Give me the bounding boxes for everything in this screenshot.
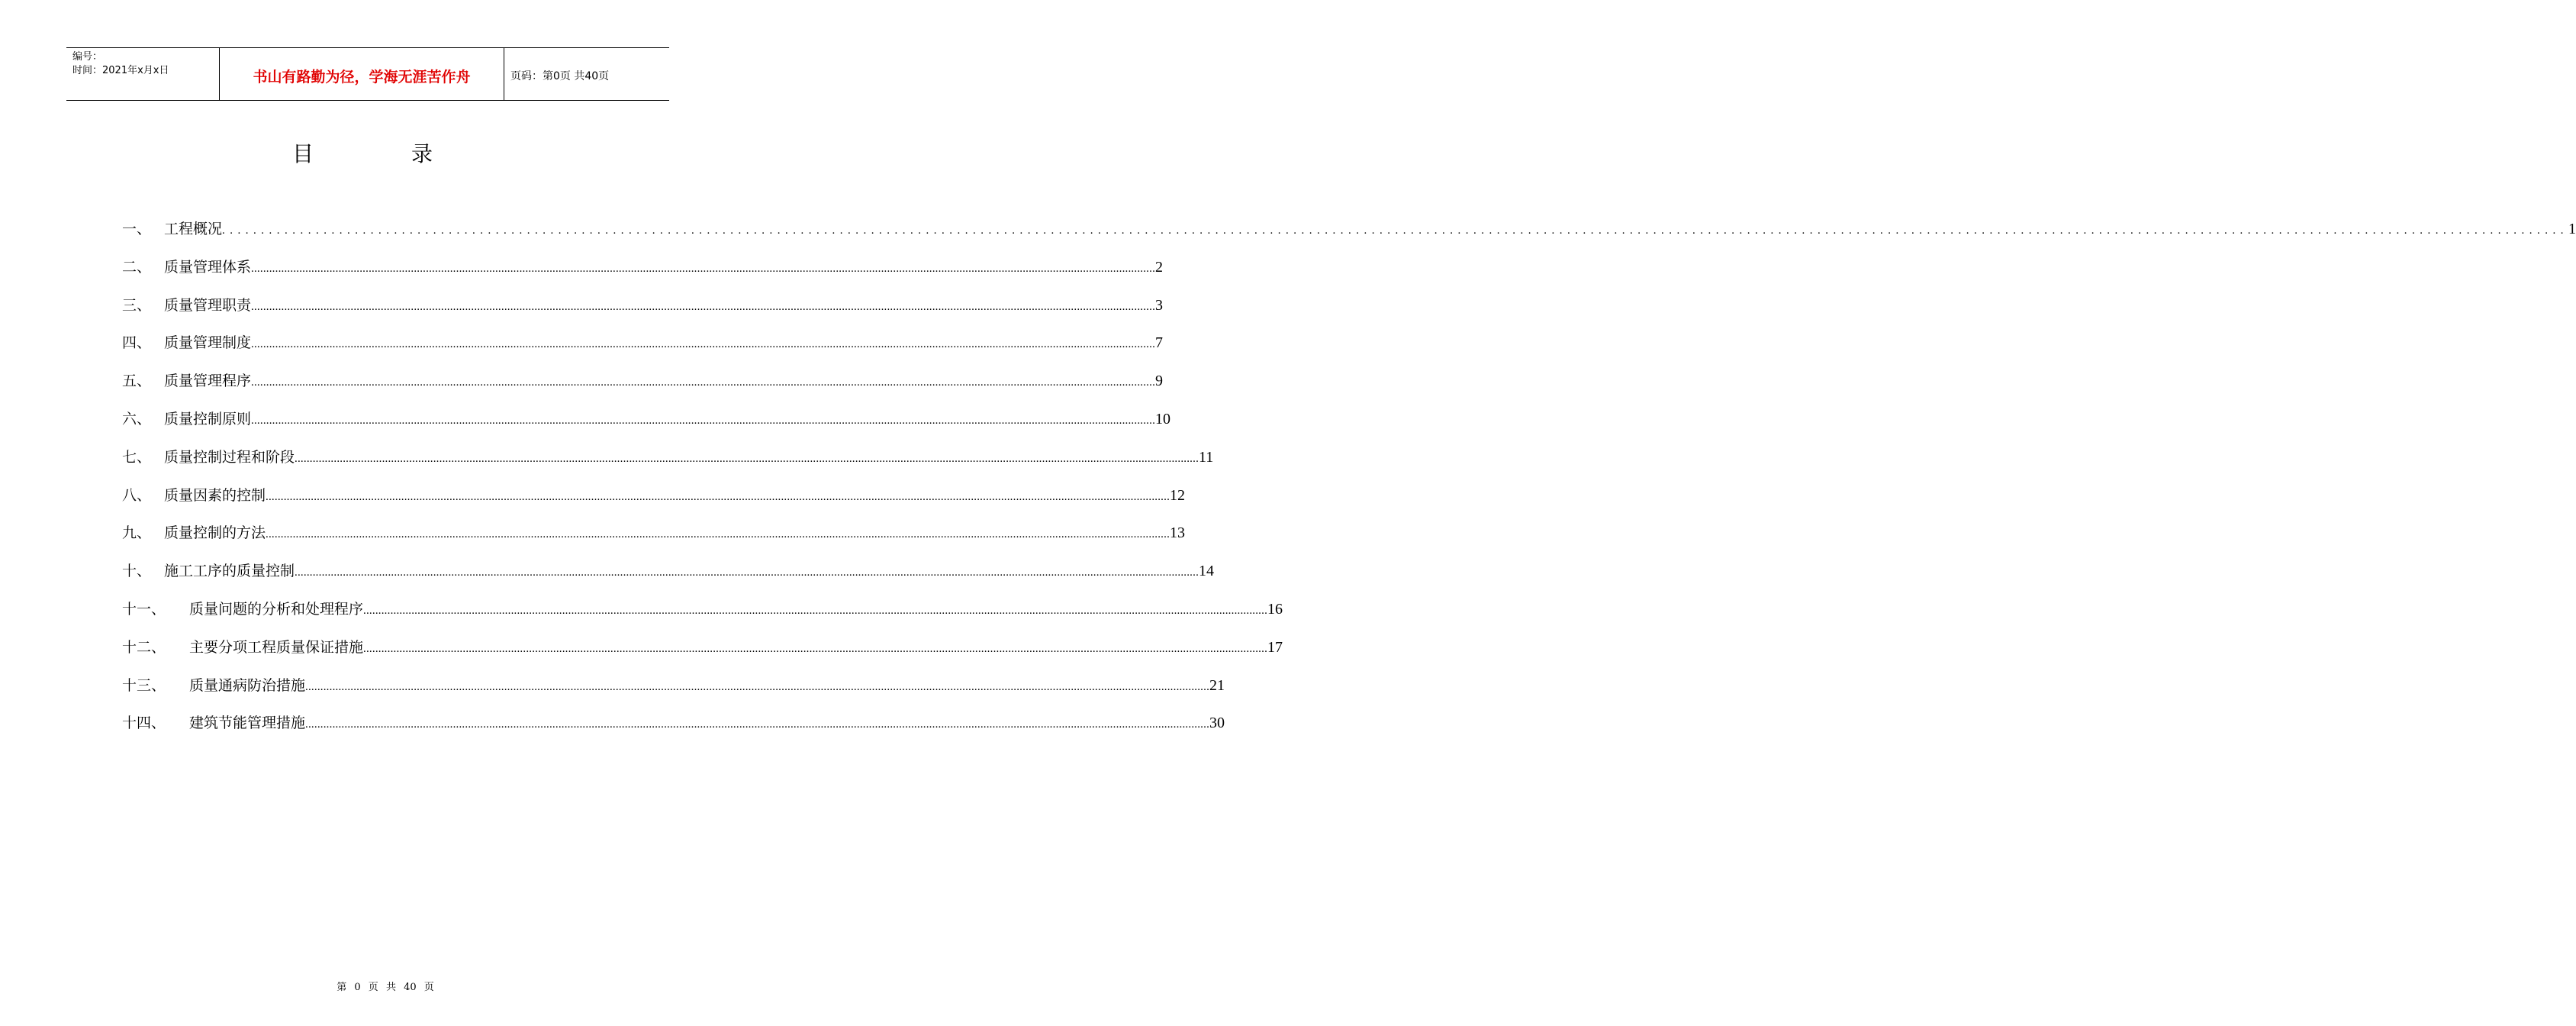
- toc-entry-title: 质量因素的控制: [164, 486, 266, 504]
- toc-entry-title: 工程概况: [164, 221, 223, 237]
- toc-dot-leader: ............................................................................................................................................................................................................................................................................................................: [222, 224, 2569, 237]
- toc-dot-leader: ............................................................................................................................................................................................................................................................................................................: [295, 452, 1199, 465]
- toc-entry-number: 十、: [122, 563, 152, 580]
- toc-entry-page: 9: [1155, 373, 1164, 390]
- toc-entry[interactable]: [122, 256, 1164, 294]
- toc-entry-page: 11: [1199, 448, 1214, 466]
- toc-entry[interactable]: [122, 446, 1214, 484]
- footer-word-3: 共: [385, 982, 396, 993]
- toc-dot-leader: ............................................................................................................................................................................................................................................................................................................: [305, 718, 1210, 731]
- toc-entry-title: 质量控制原则: [164, 410, 252, 428]
- title-char-2: 录: [411, 141, 433, 166]
- toc-dot-leader: ............................................................................................................................................................................................................................................................................................................: [266, 490, 1170, 503]
- toc-dot-leader: ............................................................................................................................................................................................................................................................................................................: [363, 642, 1268, 655]
- toc-entry[interactable]: [122, 560, 1215, 598]
- toc-entry-page: 2: [1155, 258, 1164, 276]
- header-meta: [66, 48, 220, 100]
- toc-entry-page: 10: [1155, 410, 1171, 428]
- footer-page-number: 0: [354, 982, 361, 993]
- toc-entry-number: 十一、: [122, 600, 166, 618]
- toc-dot-leader: ............................................................................................................................................................................................................................................................................................................: [251, 414, 1156, 427]
- toc-entry-page: 3: [1155, 296, 1164, 314]
- footer-word-4: 页: [423, 982, 434, 993]
- toc-entry-title: 质量管理职责: [164, 296, 252, 314]
- toc-entry[interactable]: [122, 598, 1283, 636]
- toc-entry-page: 16: [1267, 600, 1283, 618]
- toc-entry-title: 建筑节能管理措施: [189, 715, 306, 732]
- toc-entry-title: 质量控制的方法: [164, 524, 266, 542]
- toc-entry-number: 九、: [122, 524, 152, 542]
- toc-entry-number: 七、: [122, 448, 152, 466]
- time-label: 时间：2021年x月x日: [72, 65, 169, 76]
- toc-entry-number: 十三、: [122, 676, 166, 694]
- toc-entry[interactable]: [122, 521, 1186, 560]
- number-label: 编号：: [72, 51, 103, 63]
- toc-title: [0, 137, 725, 168]
- toc-entry[interactable]: [122, 636, 1283, 674]
- toc-dot-leader: ............................................................................................................................................................................................................................................................................................................: [251, 300, 1156, 313]
- title-char-1: 目: [291, 141, 314, 166]
- toc-entry-number: 一、: [122, 221, 152, 237]
- toc-entry-number: 六、: [122, 410, 152, 428]
- toc-dot-leader: ............................................................................................................................................................................................................................................................................................................: [295, 566, 1199, 579]
- toc-entry[interactable]: [122, 711, 1225, 750]
- footer-word-2: 页: [368, 982, 378, 993]
- toc-entry-title: 质量问题的分析和处理程序: [189, 600, 364, 618]
- toc-entry-title: 质量管理体系: [164, 258, 252, 276]
- toc-entry-number: 五、: [122, 373, 152, 390]
- toc-entry-page: 13: [1170, 524, 1186, 542]
- table-of-contents: [122, 218, 2576, 750]
- toc-entry[interactable]: [122, 484, 1186, 522]
- toc-entry-number: 四、: [122, 334, 152, 352]
- toc-entry-number: 十四、: [122, 715, 166, 732]
- page-footer: [0, 979, 725, 993]
- toc-entry-number: 二、: [122, 258, 152, 276]
- footer-total-pages: 40: [404, 982, 417, 993]
- toc-dot-leader: ............................................................................................................................................................................................................................................................................................................: [251, 338, 1156, 351]
- toc-entry-title: 施工工序的质量控制: [164, 563, 295, 580]
- toc-entry[interactable]: [122, 294, 1164, 332]
- toc-entry-title: 质量管理制度: [164, 334, 252, 352]
- toc-entry[interactable]: [122, 369, 1164, 408]
- toc-entry-number: 三、: [122, 296, 152, 314]
- footer-word-1: 第: [336, 982, 347, 993]
- toc-entry-title: 质量通病防治措施: [189, 676, 306, 694]
- toc-entry-page: 17: [1267, 638, 1283, 656]
- toc-dot-leader: ............................................................................................................................................................................................................................................................................................................: [251, 262, 1156, 275]
- toc-entry-page: 14: [1199, 563, 1215, 580]
- toc-dot-leader: ............................................................................................................................................................................................................................................................................................................: [305, 680, 1210, 693]
- toc-entry-page: 1: [2568, 221, 2576, 237]
- toc-entry-page: 21: [1209, 676, 1225, 694]
- toc-entry-title: 质量管理程序: [164, 373, 252, 390]
- toc-entry-number: 八、: [122, 486, 152, 504]
- toc-dot-leader: ............................................................................................................................................................................................................................................................................................................: [266, 528, 1170, 541]
- toc-entry-title: 质量控制过程和阶段: [164, 448, 295, 466]
- toc-entry[interactable]: [122, 218, 2576, 256]
- toc-entry-page: 12: [1170, 486, 1186, 504]
- toc-dot-leader: ............................................................................................................................................................................................................................................................................................................: [251, 376, 1156, 389]
- toc-entry-page: 7: [1155, 334, 1164, 352]
- toc-entry[interactable]: [122, 331, 1164, 369]
- toc-entry[interactable]: [122, 674, 1225, 712]
- header-motto: 书山有路勤为径，学海无涯苦作舟: [220, 48, 504, 100]
- toc-dot-leader: ............................................................................................................................................................................................................................................................................................................: [363, 604, 1268, 617]
- toc-entry-number: 十二、: [122, 638, 166, 656]
- header-page-info: 页码：第0页 共40页: [510, 70, 610, 82]
- toc-entry-page: 30: [1209, 715, 1225, 732]
- toc-entry-title: 主要分项工程质量保证措施: [189, 638, 364, 656]
- page-header: [66, 47, 669, 101]
- toc-entry[interactable]: [122, 408, 1171, 446]
